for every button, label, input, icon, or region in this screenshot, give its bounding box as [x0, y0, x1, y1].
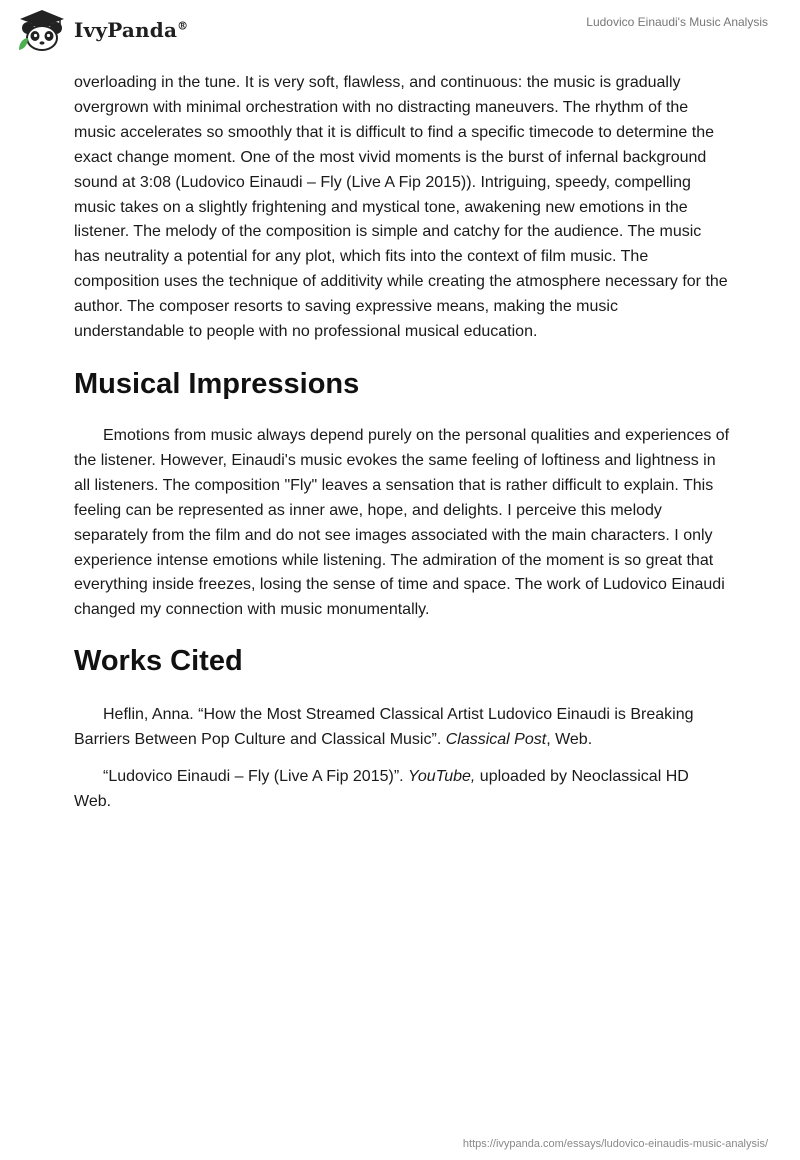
- source-url[interactable]: https://ivypanda.com/essays/ludovico-einaudis-music-analysis/: [462, 1138, 768, 1150]
- section-heading-works-cited: Works Cited: [74, 645, 243, 678]
- impressions-paragraph: Emotions from music always depend purely on the personal qualities and experiences of the listener. However, Einaudi's music evokes the same feeling of loftiness and lightness in all listeners. The composition "Fly" leaves a sensation that is rather difficult to explain. This feeling can be represented as inner awe, hope, and delights. I perceive this melody separately from the film and do not see images associated with the main characters. I only experience intense emotions while listening. The admiration of the moment is so great that everything inside freezes, losing the sense of time and space. The work of Ludovico Einaudi changed my connection with music monumentally.: [74, 426, 730, 619]
- panda-graduate-icon: [16, 8, 68, 52]
- intro-paragraph: overloading in the tune. It is very soft, flawless, and continuous: the music is gradually overgrown with minimal orchestration with no distracting maneuvers. The rhythm of the music accelerates so smoothly that it is difficult to find a specific timecode to determine the exact change moment. One of the most vivid moments is the burst of infernal background sound at 3:08 (Ludovico Einaudi – Fly (Live A Fip 2015)). Intriguing, speedy, compelling music takes on a slightly frightening and mystical tone, awakening new emotions in the listener. The melody of the composition is simple and catchy for the audience. The music has neutrality a potential for any plot, which fits into the context of film music. The composition uses the technique of additivity while creating the atmosphere necessary for the author. The composer resorts to saving expressive means, making the music understandable to people with no professional musical education.: [74, 74, 728, 341]
- ivypanda-logo[interactable]: [16, 8, 188, 52]
- citation-item: Heflin, Anna. “How the Most Streamed Classical Artist Ludovico Einaudi is Breaking Barriers Between Pop Culture and Classical Music”. Classical Post, Web.: [74, 706, 694, 749]
- citation-item: “Ludovico Einaudi – Fly (Live A Fip 2015)”. YouTube, uploaded by Neoclassical HD Web.: [74, 768, 689, 810]
- section-heading-impressions: Musical Impressions: [74, 367, 360, 400]
- essay-body: [74, 71, 730, 827]
- document-title: Ludovico Einaudi's Music Analysis: [586, 15, 768, 29]
- page-header: [0, 0, 800, 70]
- logo-wordmark: IvyPanda®: [74, 18, 189, 42]
